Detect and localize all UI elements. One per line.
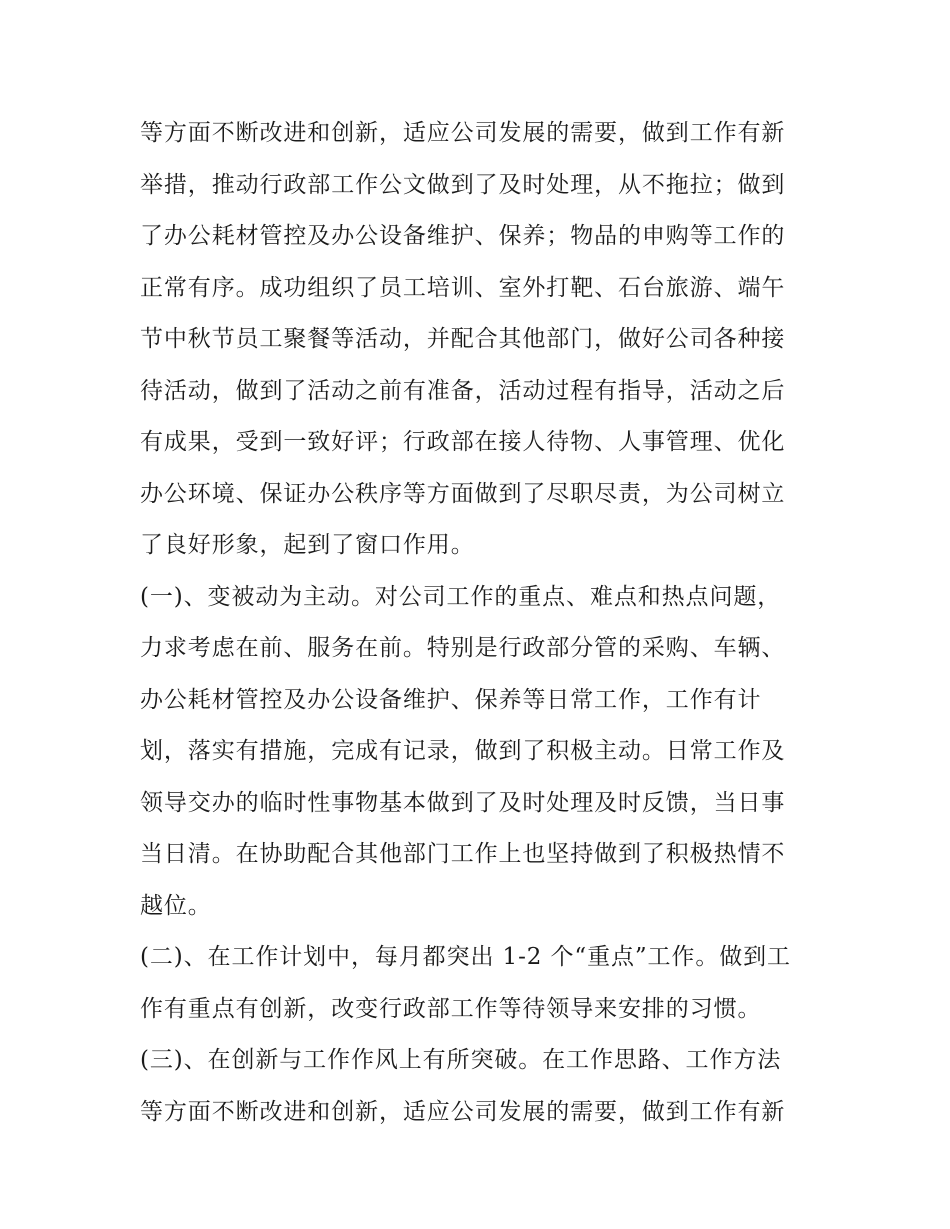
- text-line: 正常有序。成功组织了员工培训、室外打靶、石台旅游、端午: [140, 274, 786, 301]
- text-line: (一)、变被动为主动。对公司工作的重点、难点和热点问题，: [140, 583, 782, 610]
- text-line: 当日清。在协助配合其他部门工作上也坚持做到了积极热情不: [140, 841, 786, 867]
- text-line: 力求考虑在前、服务在前。特别是行政部分管的采购、车辆、: [140, 635, 786, 661]
- body-text: [140, 108, 820, 1138]
- text-line: 节中秋节员工聚餐等活动，并配合其他部门，做好公司各种接: [140, 326, 786, 352]
- text-line: 了良好形象，起到了窗口作用。: [140, 532, 475, 558]
- text-line: 划，落实有措施，完成有记录，做到了积极主动。日常工作及: [140, 738, 786, 764]
- text-line: 等方面不断改进和创新，适应公司发展的需要，做到工作有新: [140, 1098, 786, 1125]
- text-line: (三)、在创新与工作作风上有所突破。在工作思路、工作方法: [140, 1047, 782, 1073]
- text-line: 举措，推动行政部工作公文做到了及时处理，从不拖拉；做到: [140, 171, 786, 198]
- text-line: 办公耗材管控及办公设备维护、保养等日常工作，工作有计: [140, 686, 762, 713]
- text-line: 待活动，做到了活动之前有准备，活动过程有指导，活动之后: [140, 377, 786, 404]
- text-line: 有成果，受到一致好评；行政部在接人待物、人事管理、优化: [140, 429, 786, 455]
- text-line: 办公环境、保证办公秩序等方面做到了尽职尽责，为公司树立: [140, 480, 786, 507]
- text-line: 作有重点有创新，改变行政部工作等待领导来安排的习惯。: [140, 995, 762, 1022]
- text-line: (二)、在工作计划中，每月都突出 1-2 个“重点”工作。做到工: [140, 944, 791, 970]
- text-line: 了办公耗材管控及办公设备维护、保养；物品的申购等工作的: [140, 223, 786, 249]
- text-line: 等方面不断改进和创新，适应公司发展的需要，做到工作有新: [140, 120, 786, 146]
- text-line: 越位。: [140, 892, 212, 919]
- text-line: 领导交办的临时性事物基本做到了及时处理及时反馈，当日事: [140, 789, 786, 816]
